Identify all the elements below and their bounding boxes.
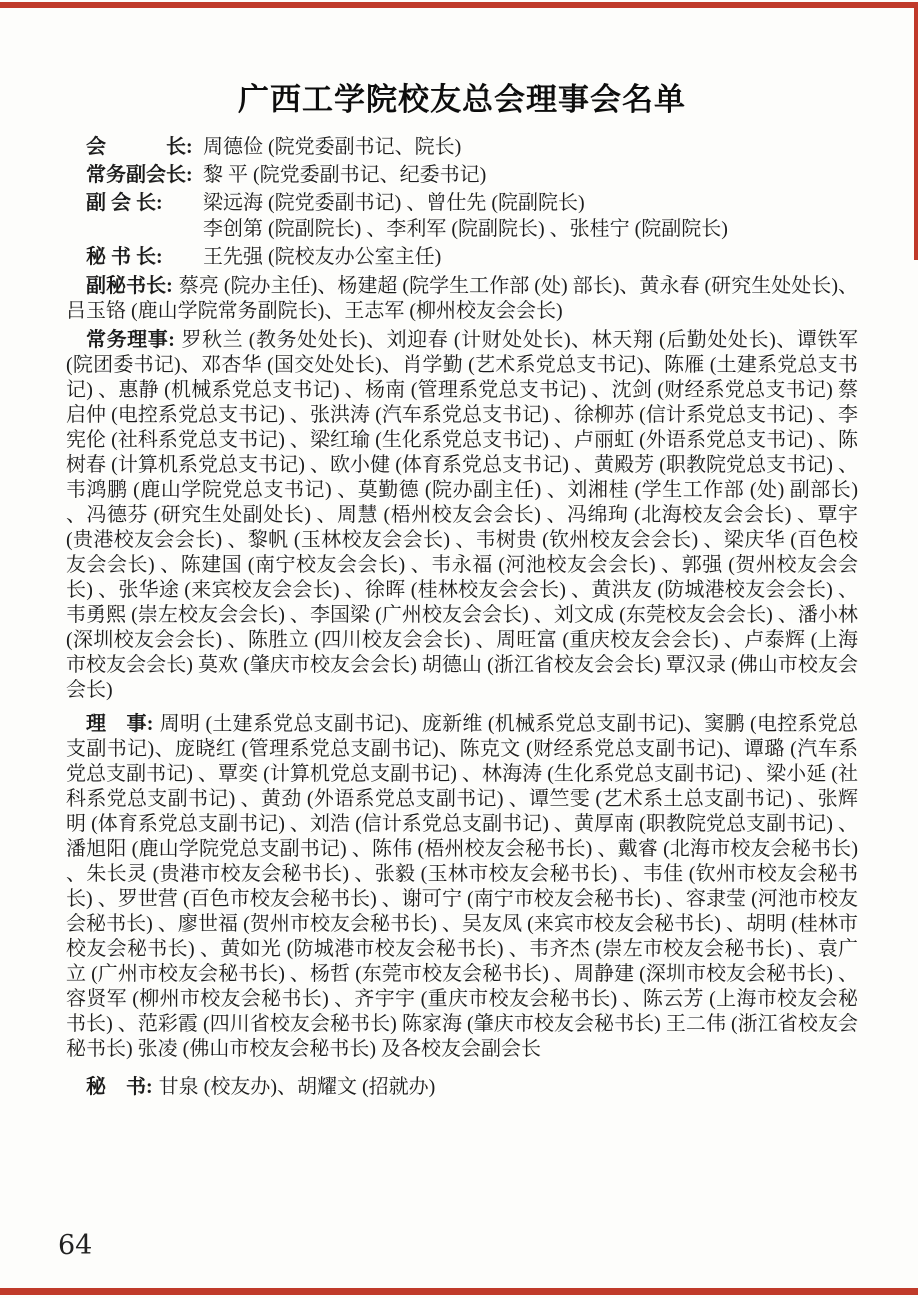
section-label: 常务理事: xyxy=(86,329,175,351)
page-number: 64 xyxy=(58,1230,93,1261)
section-content: 周明 (土建系党总支副书记)、庞新维 (机械系党总支副书记)、窦鹏 (电控系党总支副书记)、庞晓红 (管理系党总支副书记)、陈克文 (财经系党总支副书记)、谭璐 (汽车系党总支副书记) 、覃奕 (计算机党总支副书记) 、林海涛 (生化系党总支副书记) 、梁小延 (社科系党总支副书记) 、黄劲 (外语系党总支副书记) 、谭竺雯 (艺术系土总支副书记) 、张辉明 (体育系党总支副书记) 、刘浩 (信计系党总支副书记) 、黄厚南 (职教院党总支副书记) 、潘旭阳 (鹿山学院党总支副书记) 、陈伟 (梧州校友会秘书长) 、戴睿 (北海市校友会秘书长) 、朱长灵 (贵港市校友会秘书长) 、张毅 (玉林市校友会秘书长) 、韦佳 (钦州市校友会秘书长) 、罗世营 (百色市校友会秘书长) 、谢可宁 (南宁市校友会秘书长) 、容隶莹 (河池市校友会秘书长) 、廖世福 (贺州市校友会秘书长) 、吴友凤 (来宾市校友会秘书长) 、胡明 (桂林市校友会秘书长) 、黄如光 (防城港市校友会秘书长) 、韦齐杰 (崇左市校友会秘书长) 、袁广立 (广州市校友会秘书长) 、杨哲 (东莞市校友会秘书长) 、周静建 (深圳市校友会秘书长) 、容贤军 (柳州市校友会秘书长) 、齐宇宇 (重庆市校友会秘书长) 、陈云芳 (上海市校友会秘书长) 、范彩霞 (四川省校友会秘书长) 陈家海 (肇庆市校友会秘书长) 王二伟 (浙江省校友会秘书长) 张凌 (佛山市校友会秘书长) 及各校友会副会长 xyxy=(66,713,858,1060)
section-label: 常务副会长: xyxy=(86,164,193,186)
bottom-red-rule xyxy=(0,1288,918,1295)
section-content: 王先强 (院校友办公室主任) xyxy=(203,246,442,268)
para-directors xyxy=(66,712,858,1062)
vice-presidents-line-2: 李创第 (院副院长) 、李利军 (院副院长) 、张桂宁 (院副院长) xyxy=(203,218,728,240)
section-content: 罗秋兰 (教务处处长)、刘迎春 (计财处处长)、林天翔 (后勤处处长)、谭铁军 (院团委书记)、邓杏华 (国交处处长)、肖学勤 (艺术系党总支书记)、陈雁 (土建系党总支书记) 、惠静 (机械系党总支书记) 、杨南 (管理系党总支书记) 、沈剑 (财经系党总支书记) 蔡启仲 (电控系党总支书记) 、张洪涛 (汽车系党总支书记) 、徐柳苏 (信计系党总支书记) 、李宪伦 (社科系党总支书记) 、梁红瑜 (生化系党总支书记) 、卢丽虹 (外语系党总支书记) 、陈树春 (计算机系党总支书记) 、欧小健 (体育系党总支书记) 、黄殿芳 (职教院党总支书记) 、韦鸿鹏 (鹿山学院党总支书记) 、莫勤德 (院办副主任) 、刘湘桂 (学生工作部 (处) 副部长) 、冯德芬 (研究生处副处长) 、周慧 (梧州校友会会长) 、冯绵珣 (北海校友会会长) 、覃宇 (贵港校友会会长) 、黎帆 (玉林校友会会长) 、韦树贵 (钦州校友会会长) 、梁庆华 (百色校友会会长) 、陈建国 (南宁校友会会长) 、韦永福 (河池校友会会长) 、郭强 (贺州校友会会长) 、张华途 (来宾校友会会长) 、徐晖 (桂林校友会会长) 、黄洪友 (防城港校友会会长) 、韦勇熙 (崇左校友会会长) 、李国梁 (广州校友会会长) 、刘文成 (东莞校友会会长) 、潘小林 (深圳校友会会长) 、陈胜立 (四川校友会会长) 、周旺富 (重庆校友会会长) 、卢泰辉 (上海市校友会会长) 莫欢 (肇庆市校友会会长) 胡德山 (浙江省校友会会长) 覃汉录 (佛山市校友会会长) xyxy=(66,329,858,701)
para-deputy-secretaries-general xyxy=(66,274,858,324)
page-title: 广西工学院校友总会理事会名单 xyxy=(238,82,686,117)
row-secretary-general xyxy=(66,244,858,270)
row-president xyxy=(66,134,858,160)
para-executive-directors xyxy=(66,328,858,703)
section-content: 周德俭 (院党委副书记、院长) xyxy=(203,136,462,158)
section-label: 理 事: xyxy=(86,713,154,735)
section-content: 甘泉 (校友办)、胡耀文 (招就办) xyxy=(158,1076,436,1098)
row-vice-presidents xyxy=(66,190,858,242)
section-label: 会 长: xyxy=(86,136,193,158)
section-label: 秘 书 长: xyxy=(86,246,163,268)
para-secretaries xyxy=(66,1075,858,1100)
row-executive-vice-president xyxy=(66,162,858,188)
section-content: 黎 平 (院党委副书记、纪委书记) xyxy=(203,164,487,186)
section-content xyxy=(203,190,858,242)
section-label: 秘 书: xyxy=(86,1076,153,1098)
vice-presidents-line-1: 梁远海 (院党委副书记) 、曾仕先 (院副院长) xyxy=(203,192,585,214)
section-content: 蔡亮 (院办主任)、杨建超 (院学生工作部 (处) 部长)、黄永春 (研究生处处长)、吕玉铬 (鹿山学院常务副院长)、王志军 (柳州校友会会长) xyxy=(66,275,859,322)
section-label: 副秘书长: xyxy=(86,275,173,297)
section-label: 副 会 长: xyxy=(86,192,163,214)
